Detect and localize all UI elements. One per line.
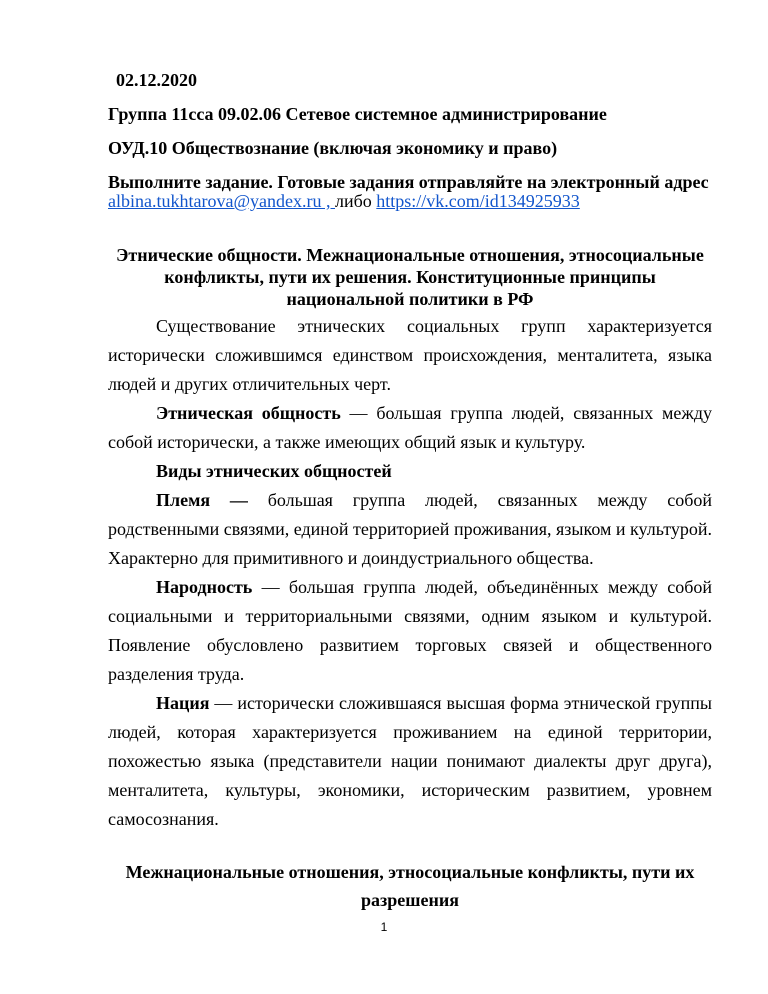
section-title-line2: конфликты, пути их решения. Конституционные принципы	[164, 267, 656, 287]
or-text: либо	[335, 191, 377, 211]
term-tribe: Племя —	[156, 490, 248, 510]
definition-nation: — исторически сложившаяся высшая форма этнической группы людей, которая характеризуется проживанием на единой территории, похожестью языка (представители нации понимают диалекты друг друга), менталитета, культуры, экономики, историческим развитием, уровнем самосознания.	[108, 693, 712, 829]
definition-nationality: — большая группа людей, объединённых между собой социальными и территориальными связями, одним языком и культурой. Появление обусловлено развитием торговых связей и общественного разделения труда.	[108, 577, 712, 684]
subject-line: ОУД.10 Обществознание (включая экономику и право)	[108, 138, 558, 158]
types-heading-text: Виды этнических общностей	[156, 461, 392, 481]
group-line: Группа 11сса 09.02.06 Сетевое системное администрирование	[108, 104, 607, 124]
paragraph-tribe	[108, 486, 712, 573]
email-suffix: ,	[321, 191, 336, 211]
email-link[interactable]: albina.tukhtarova@yandex.ru	[108, 191, 322, 211]
vk-link[interactable]: https://vk.com/id134925933	[376, 191, 580, 211]
term-nation: Нация	[156, 693, 210, 713]
date: 02.12.2020	[116, 70, 197, 90]
page-number: 1	[380, 920, 388, 934]
section-title	[108, 244, 712, 310]
term-ethnic-community: Этническая общность	[156, 403, 341, 423]
term-nationality: Народность	[156, 577, 253, 597]
instruction-line: Выполните задание. Готовые задания отправляйте на электронный адрес	[108, 172, 709, 192]
section2-title-line2: разрешения	[361, 890, 459, 910]
section-title-line1: Этнические общности. Межнациональные отношения, этносоциальные	[116, 245, 704, 265]
types-heading	[108, 457, 712, 486]
section-title-line3: национальной политики в РФ	[286, 289, 534, 309]
section2-title	[108, 858, 712, 914]
section2-title-line1: Межнациональные отношения, этносоциальные конфликты, пути их	[125, 862, 695, 882]
paragraph-intro: Существование этнических социальных групп характеризуется исторически сложившимся единством происхождения, менталитета, языка людей и других отличительных черт.	[108, 316, 712, 394]
definition-ethnic-community: — большая группа людей, связанных между собой исторически, а также имеющих общий язык и культуру.	[108, 403, 712, 452]
definition-tribe: большая группа людей, связанных между собой родственными связями, единой территорией проживания, языком и культурой. Характерно для примитивного и доиндустриального общества.	[108, 490, 712, 568]
contacts-line	[108, 191, 580, 212]
paragraph-nation	[108, 689, 712, 834]
paragraph-ethnic-community	[108, 399, 712, 457]
paragraph-nationality	[108, 573, 712, 689]
